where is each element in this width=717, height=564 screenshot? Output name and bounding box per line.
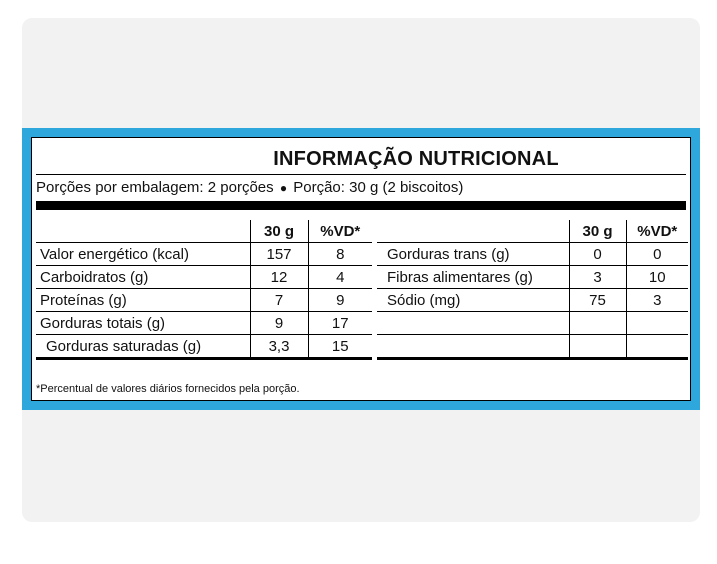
- portion-line: [36, 179, 463, 196]
- nutrient-vd: 15: [308, 335, 372, 359]
- nutrient-name: [377, 312, 569, 335]
- nutrient-name: Fibras alimentares (g): [377, 266, 569, 289]
- nutrient-amount: 12: [250, 266, 308, 289]
- nutrient-vd: 9: [308, 289, 372, 312]
- nutrient-amount: [569, 335, 626, 359]
- nutrient-amount: 3,3: [250, 335, 308, 359]
- nutrient-vd: 8: [308, 243, 372, 266]
- nutrient-amount: [569, 312, 626, 335]
- nutrient-amount: 9: [250, 312, 308, 335]
- label-title: INFORMAÇÃO NUTRICIONAL: [273, 148, 559, 170]
- nutrient-name: Sódio (mg): [377, 289, 569, 312]
- table-row: [36, 266, 372, 289]
- nutrient-vd: 17: [308, 312, 372, 335]
- thick-divider: [36, 201, 686, 210]
- title-divider: [36, 174, 686, 175]
- nutrient-name: Carboidratos (g): [36, 266, 250, 289]
- column-header-amount: 30 g: [250, 220, 308, 243]
- table-row: [36, 312, 372, 335]
- table-header-row: [377, 220, 688, 243]
- nutrient-vd: 3: [626, 289, 688, 312]
- nutrient-vd: [626, 335, 688, 359]
- nutrient-name: Proteínas (g): [36, 289, 250, 312]
- column-header-amount: 30 g: [569, 220, 626, 243]
- table-row: [36, 243, 372, 266]
- table-row: [36, 289, 372, 312]
- table-row: [377, 266, 688, 289]
- footnote: *Percentual de valores diários fornecidos pela porção.: [36, 383, 300, 395]
- nutrient-amount: 0: [569, 243, 626, 266]
- bullet: ●: [279, 181, 288, 195]
- nutrient-name: Gorduras trans (g): [377, 243, 569, 266]
- table-row: [36, 335, 372, 359]
- nutrient-vd: 10: [626, 266, 688, 289]
- column-header-vd: %VD*: [308, 220, 372, 243]
- nutrient-vd: [626, 312, 688, 335]
- nutrient-amount: 7: [250, 289, 308, 312]
- table-row: [377, 312, 688, 335]
- table-header-row: [36, 220, 372, 243]
- left-nutrient-table: [36, 220, 372, 360]
- portion-size: Porção: 30 g (2 biscoitos): [293, 179, 464, 196]
- nutrition-label: [31, 137, 691, 401]
- nutrient-name: [377, 335, 569, 359]
- nutrient-vd: 0: [626, 243, 688, 266]
- column-header-vd: %VD*: [626, 220, 688, 243]
- table-row: [377, 335, 688, 359]
- nutrient-amount: 157: [250, 243, 308, 266]
- right-nutrient-table: [377, 220, 688, 360]
- nutrient-name: Gorduras totais (g): [36, 312, 250, 335]
- nutrient-amount: 3: [569, 266, 626, 289]
- table-row: [377, 243, 688, 266]
- portions-per-package: Porções por embalagem: 2 porções: [36, 179, 274, 196]
- nutrient-name: Valor energético (kcal): [36, 243, 250, 266]
- table-row: [377, 289, 688, 312]
- nutrient-name: Gorduras saturadas (g): [36, 335, 250, 359]
- nutrient-vd: 4: [308, 266, 372, 289]
- nutrient-amount: 75: [569, 289, 626, 312]
